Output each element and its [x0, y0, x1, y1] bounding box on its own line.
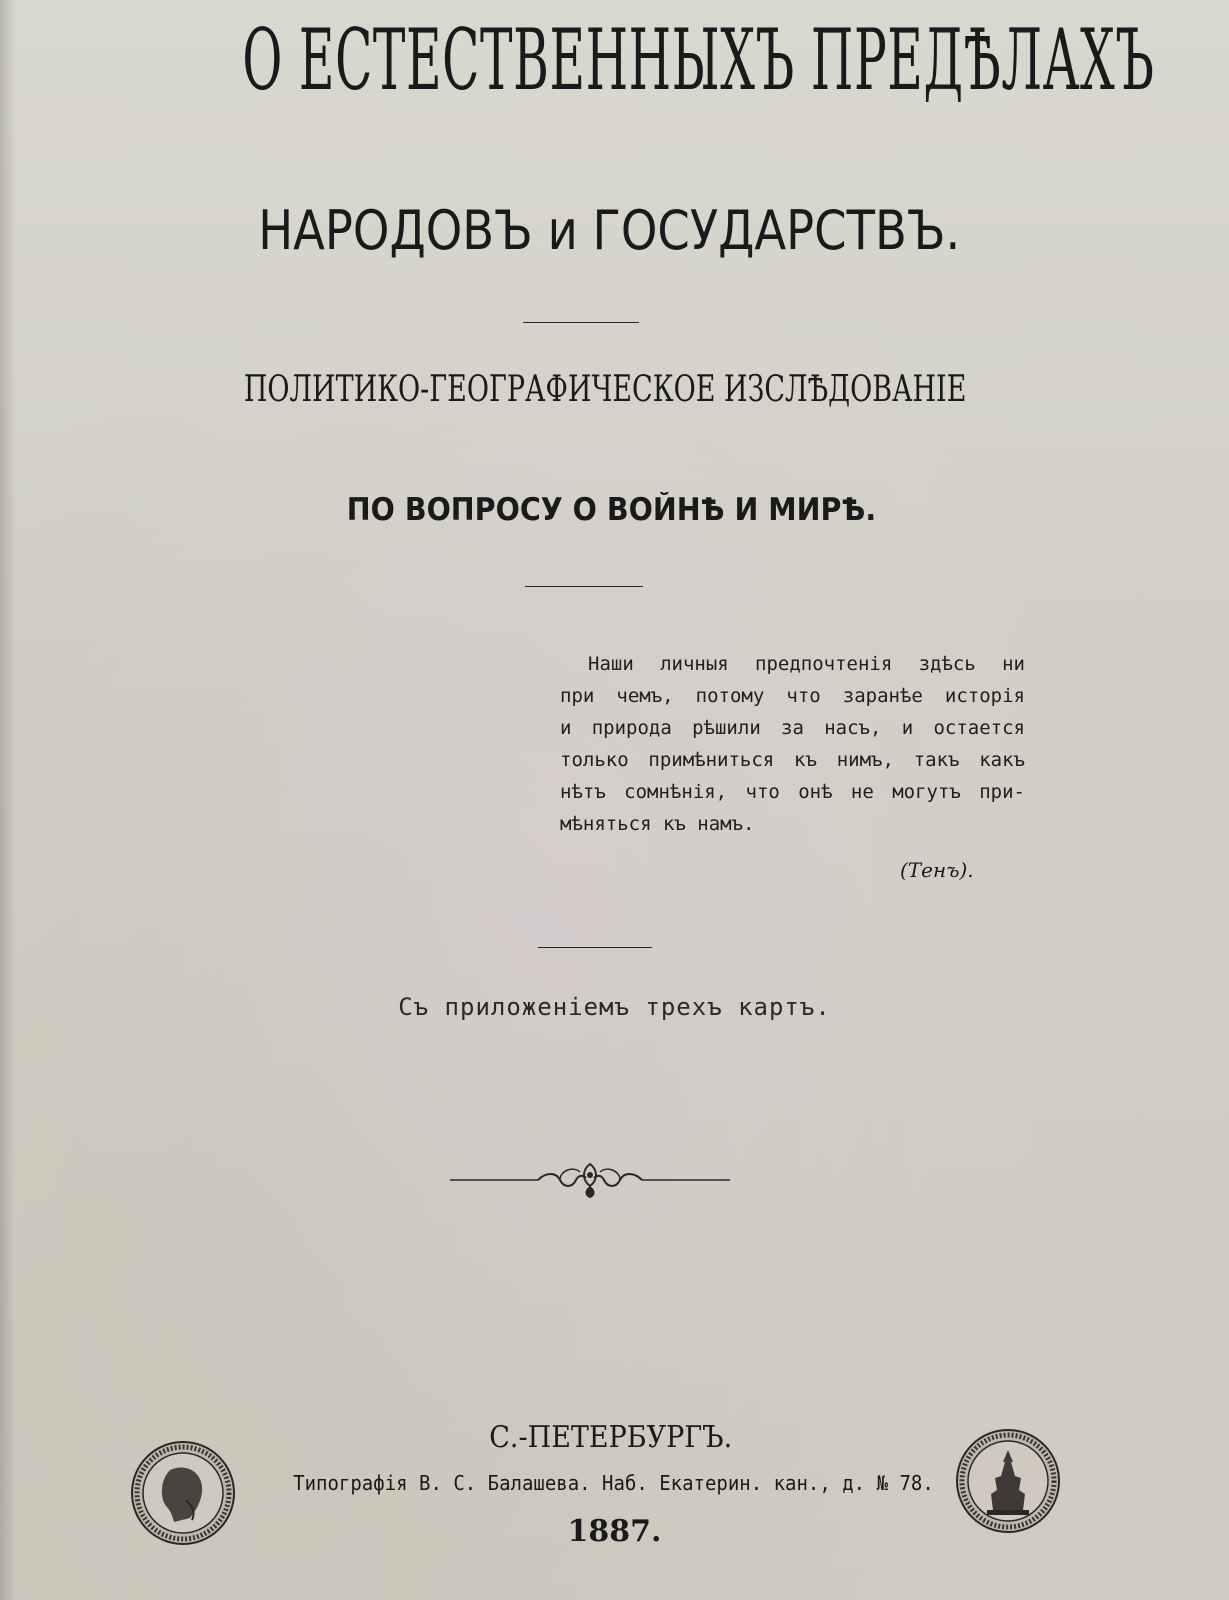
imprint-printer: Типографія В. С. Балашева. Наб. Екатерин. кан., д. № 78.	[293, 1471, 934, 1495]
subtitle-line-2: ПО ВОПРОСУ О ВОЙНѢ И МИРѢ.	[346, 492, 877, 528]
epigraph-source: (Тенъ).	[900, 858, 974, 882]
epigraph-line: Наши личныя предпочтенія здѣсь ни	[588, 653, 1025, 675]
subtitle-line-1: ПОЛИТИКО-ГЕОГРАФИЧЕСКОЕ ИЗСЛѢДОВАНІЕ	[243, 369, 967, 410]
title-line-1: О ЕСТЕСТВЕННЫХЪ ПРЕДѢЛАХЪ	[242, 11, 1155, 109]
epigraph	[560, 648, 1025, 840]
imprint-year: 1887.	[567, 1514, 662, 1549]
floral-ornament-icon	[450, 1158, 730, 1202]
epigraph-line: и природа рѣшили за насъ, и остается	[560, 717, 1025, 739]
epigraph-line: нѣтъ сомнѣнія, что онѣ не могутъ при-	[560, 781, 1025, 803]
imprint-city: С.-ПЕТЕРБУРГЪ.	[489, 1420, 733, 1455]
exhibition-medal-icon	[955, 1428, 1061, 1534]
divider-1	[523, 322, 639, 323]
imperial-portrait-medal-icon	[130, 1440, 236, 1546]
title-line-2: НАРОДОВЪ и ГОСУДАРСТВЪ.	[258, 199, 961, 262]
epigraph-line: при чемъ, потому что заранѣе исторія	[560, 685, 1025, 707]
epigraph-line: только примѣниться къ нимъ, такъ какъ	[560, 749, 1025, 771]
appendix-note: Съ приложеніемъ трехъ картъ.	[398, 993, 831, 1021]
page-edge-shadow	[0, 0, 16, 1600]
divider-2	[525, 586, 643, 587]
epigraph-line: мѣняться къ намъ.	[560, 813, 755, 835]
divider-3	[538, 947, 652, 948]
